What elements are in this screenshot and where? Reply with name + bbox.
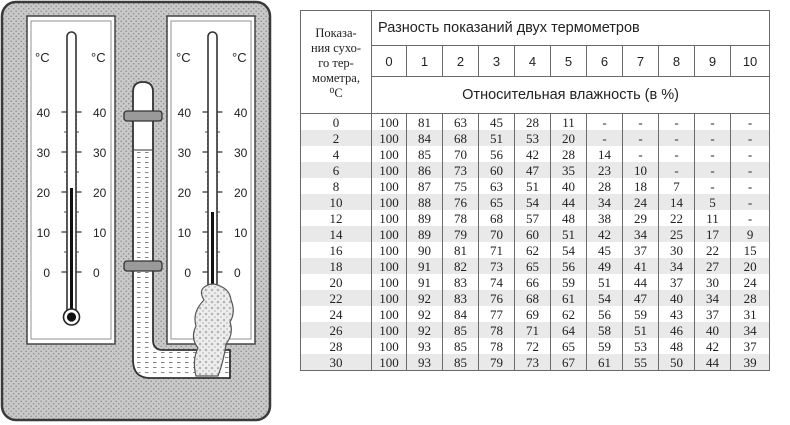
scale-label: 30 <box>93 146 107 160</box>
humidity-cell: 20 <box>551 130 587 146</box>
humidity-cell: - <box>731 210 770 226</box>
humidity-cell: 78 <box>443 210 479 226</box>
diff-header-cell: 10 <box>731 46 770 77</box>
humidity-cell: 81 <box>443 242 479 258</box>
humidity-subtitle: Относительная влажность (в %) <box>372 77 770 114</box>
humidity-table <box>300 10 770 371</box>
humidity-cell: 60 <box>479 162 515 178</box>
table-row <box>301 146 770 162</box>
humidity-cell: 53 <box>515 130 551 146</box>
humidity-cell: 10 <box>623 162 659 178</box>
humidity-cell: 34 <box>731 322 770 338</box>
humidity-cell: 71 <box>515 322 551 338</box>
humidity-cell: 39 <box>731 354 770 371</box>
table-row <box>301 178 770 194</box>
scale-label: 0 <box>184 266 191 280</box>
humidity-cell: 50 <box>659 354 695 371</box>
humidity-cell: 54 <box>551 242 587 258</box>
humidity-cell: 55 <box>623 354 659 371</box>
humidity-cell: - <box>659 114 695 131</box>
dry-temp-cell: 2 <box>301 130 372 146</box>
humidity-cell: 9 <box>731 226 770 242</box>
humidity-cell: 61 <box>587 354 623 371</box>
humidity-cell: 88 <box>407 194 443 210</box>
humidity-cell: 85 <box>443 322 479 338</box>
humidity-cell: 82 <box>443 258 479 274</box>
humidity-cell: 89 <box>407 210 443 226</box>
humidity-cell: 54 <box>515 194 551 210</box>
humidity-cell: 91 <box>407 258 443 274</box>
humidity-cell: 45 <box>479 114 515 131</box>
dry-temp-cell: 14 <box>301 226 372 242</box>
diff-header-cell: 1 <box>407 46 443 77</box>
humidity-cell: 37 <box>695 306 731 322</box>
humidity-cell: - <box>659 162 695 178</box>
humidity-cell: - <box>623 114 659 131</box>
diff-header-cell: 0 <box>372 46 407 77</box>
humidity-cell: 73 <box>479 258 515 274</box>
humidity-cell: 46 <box>659 322 695 338</box>
dry-temp-cell: 16 <box>301 242 372 258</box>
humidity-cell: - <box>695 146 731 162</box>
table-row <box>301 338 770 354</box>
humidity-cell: 100 <box>372 146 407 162</box>
humidity-cell: - <box>731 130 770 146</box>
humidity-cell: 100 <box>372 306 407 322</box>
humidity-cell: 51 <box>551 226 587 242</box>
dry-temp-cell: 26 <box>301 322 372 338</box>
humidity-cell: - <box>659 130 695 146</box>
humidity-cell: 48 <box>551 210 587 226</box>
humidity-cell: 34 <box>623 226 659 242</box>
humidity-cell: 31 <box>731 306 770 322</box>
humidity-cell: 7 <box>659 178 695 194</box>
humidity-cell: - <box>695 178 731 194</box>
humidity-cell: 71 <box>479 242 515 258</box>
scale-label: 0 <box>234 266 241 280</box>
dry-temp-cell: 10 <box>301 194 372 210</box>
humidity-cell: 30 <box>659 242 695 258</box>
humidity-cell: - <box>731 162 770 178</box>
humidity-cell: 61 <box>551 290 587 306</box>
humidity-cell: 73 <box>443 162 479 178</box>
humidity-cell: 93 <box>407 338 443 354</box>
humidity-cell: 44 <box>623 274 659 290</box>
humidity-cell: 56 <box>587 306 623 322</box>
humidity-cell: 63 <box>443 114 479 131</box>
humidity-cell: 34 <box>659 258 695 274</box>
table-row <box>301 306 770 322</box>
scale-label: 30 <box>36 146 50 160</box>
humidity-cell: - <box>731 114 770 131</box>
humidity-cell: 23 <box>587 162 623 178</box>
humidity-cell: 100 <box>372 242 407 258</box>
humidity-cell: 100 <box>372 322 407 338</box>
humidity-cell: 49 <box>587 258 623 274</box>
table-title: Разность показаний двух термометров <box>372 11 770 46</box>
humidity-cell: 28 <box>551 146 587 162</box>
humidity-cell: 67 <box>551 354 587 371</box>
humidity-cell: 53 <box>623 338 659 354</box>
humidity-cell: 35 <box>551 162 587 178</box>
humidity-cell: - <box>695 114 731 131</box>
humidity-cell: 65 <box>515 258 551 274</box>
humidity-cell: 40 <box>659 290 695 306</box>
humidity-cell: 100 <box>372 178 407 194</box>
scale-label: 40 <box>36 106 50 120</box>
table-row <box>301 274 770 290</box>
humidity-cell: 79 <box>479 354 515 371</box>
humidity-cell: 70 <box>479 226 515 242</box>
dry-thermometer <box>27 16 115 344</box>
humidity-cell: 47 <box>515 162 551 178</box>
scale-label: 10 <box>234 226 248 240</box>
humidity-cell: 100 <box>372 114 407 131</box>
humidity-cell: 37 <box>659 274 695 290</box>
humidity-cell: 76 <box>443 194 479 210</box>
humidity-cell: 51 <box>587 274 623 290</box>
humidity-cell: 65 <box>479 194 515 210</box>
humidity-cell: 28 <box>515 114 551 131</box>
humidity-cell: 100 <box>372 226 407 242</box>
humidity-cell: 11 <box>695 210 731 226</box>
humidity-cell: 78 <box>479 338 515 354</box>
humidity-cell: 89 <box>407 226 443 242</box>
humidity-cell: 29 <box>623 210 659 226</box>
humidity-cell: 27 <box>695 258 731 274</box>
humidity-cell: 40 <box>551 178 587 194</box>
diff-header-cell: 5 <box>551 46 587 77</box>
humidity-cell: 74 <box>479 274 515 290</box>
scale-label: 40 <box>93 106 107 120</box>
humidity-cell: 100 <box>372 162 407 178</box>
humidity-cell: 37 <box>731 338 770 354</box>
humidity-cell: 42 <box>695 338 731 354</box>
table-row <box>301 226 770 242</box>
humidity-cell: 75 <box>443 178 479 194</box>
humidity-cell: 100 <box>372 194 407 210</box>
humidity-cell: 44 <box>695 354 731 371</box>
humidity-cell: 77 <box>479 306 515 322</box>
humidity-cell: 43 <box>659 306 695 322</box>
humidity-cell: 93 <box>407 354 443 371</box>
humidity-cell: 73 <box>515 354 551 371</box>
humidity-cell: 84 <box>407 130 443 146</box>
scale-label: 0 <box>43 266 50 280</box>
wet-unit-right: °C <box>232 50 247 65</box>
humidity-cell: 47 <box>623 290 659 306</box>
scale-label: 10 <box>177 226 191 240</box>
scale-label: 20 <box>177 186 191 200</box>
dry-temp-header: Показа- ния сухо- го тер- мометра, ⁰С <box>301 11 372 114</box>
humidity-cell: 14 <box>659 194 695 210</box>
humidity-cell: 22 <box>695 242 731 258</box>
table-row <box>301 290 770 306</box>
diff-header-cell: 7 <box>623 46 659 77</box>
humidity-cell: 28 <box>587 178 623 194</box>
humidity-cell: 59 <box>587 338 623 354</box>
diff-header-cell: 8 <box>659 46 695 77</box>
table-row <box>301 210 770 226</box>
humidity-cell: 25 <box>659 226 695 242</box>
humidity-cell: 78 <box>479 322 515 338</box>
dry-temp-cell: 22 <box>301 290 372 306</box>
humidity-cell: 51 <box>479 130 515 146</box>
humidity-cell: 58 <box>587 322 623 338</box>
dry-temp-cell: 12 <box>301 210 372 226</box>
humidity-cell: 85 <box>443 338 479 354</box>
table-row <box>301 258 770 274</box>
humidity-cell: 30 <box>695 274 731 290</box>
table-row <box>301 162 770 178</box>
scale-label: 20 <box>234 186 248 200</box>
wet-unit-left: °C <box>176 50 191 65</box>
humidity-cell: 60 <box>515 226 551 242</box>
humidity-cell: 59 <box>623 306 659 322</box>
scale-label: 0 <box>93 266 100 280</box>
humidity-table-body <box>301 114 770 371</box>
humidity-cell: 83 <box>443 274 479 290</box>
humidity-cell: - <box>623 130 659 146</box>
humidity-cell: 68 <box>443 130 479 146</box>
scale-label: 20 <box>36 186 50 200</box>
humidity-cell: 37 <box>623 242 659 258</box>
humidity-cell: 68 <box>479 210 515 226</box>
humidity-cell: 92 <box>407 306 443 322</box>
humidity-cell: 83 <box>443 290 479 306</box>
dry-temp-cell: 20 <box>301 274 372 290</box>
table-row <box>301 322 770 338</box>
scale-label: 10 <box>93 226 107 240</box>
table-row <box>301 242 770 258</box>
humidity-cell: 91 <box>407 274 443 290</box>
humidity-cell: 17 <box>695 226 731 242</box>
humidity-cell: 64 <box>551 322 587 338</box>
humidity-cell: 41 <box>623 258 659 274</box>
humidity-cell: 11 <box>551 114 587 131</box>
humidity-cell: 24 <box>623 194 659 210</box>
reservoir-clamp-bottom <box>124 261 162 271</box>
humidity-cell: 87 <box>407 178 443 194</box>
humidity-cell: 69 <box>515 306 551 322</box>
humidity-cell: 34 <box>695 290 731 306</box>
humidity-table-container <box>300 10 769 419</box>
scale-label: 30 <box>234 146 248 160</box>
humidity-cell: 65 <box>551 338 587 354</box>
humidity-cell: 45 <box>587 242 623 258</box>
humidity-cell: - <box>695 162 731 178</box>
humidity-cell: 57 <box>515 210 551 226</box>
table-row <box>301 194 770 210</box>
difference-header-row <box>301 46 770 77</box>
humidity-cell: 81 <box>407 114 443 131</box>
diff-header-cell: 6 <box>587 46 623 77</box>
humidity-cell: - <box>587 114 623 131</box>
scale-label: 40 <box>177 106 191 120</box>
humidity-cell: 90 <box>407 242 443 258</box>
table-row <box>301 130 770 146</box>
scale-label: 20 <box>93 186 107 200</box>
humidity-cell: 28 <box>731 290 770 306</box>
humidity-cell: 38 <box>587 210 623 226</box>
humidity-cell: 20 <box>731 258 770 274</box>
dry-unit-right: °C <box>91 50 106 65</box>
psychrometer-illustration <box>0 0 275 425</box>
humidity-cell: 15 <box>731 242 770 258</box>
humidity-cell: 56 <box>479 146 515 162</box>
humidity-cell: 100 <box>372 290 407 306</box>
humidity-cell: 22 <box>659 210 695 226</box>
humidity-cell: 100 <box>372 274 407 290</box>
humidity-cell: 86 <box>407 162 443 178</box>
humidity-cell: 85 <box>443 354 479 371</box>
scale-label: 10 <box>36 226 50 240</box>
humidity-cell: 100 <box>372 130 407 146</box>
diff-header-cell: 9 <box>695 46 731 77</box>
humidity-cell: 48 <box>659 338 695 354</box>
humidity-cell: 68 <box>515 290 551 306</box>
dry-temp-cell: 30 <box>301 354 372 371</box>
humidity-cell: 42 <box>587 226 623 242</box>
diff-header-cell: 4 <box>515 46 551 77</box>
humidity-cell: - <box>731 146 770 162</box>
humidity-cell: 54 <box>587 290 623 306</box>
dry-temp-cell: 18 <box>301 258 372 274</box>
humidity-cell: - <box>659 146 695 162</box>
humidity-cell: 5 <box>695 194 731 210</box>
humidity-cell: 51 <box>623 322 659 338</box>
humidity-cell: - <box>731 178 770 194</box>
reservoir-clamp-top <box>124 111 162 121</box>
humidity-cell: 100 <box>372 258 407 274</box>
humidity-cell: 24 <box>731 274 770 290</box>
humidity-cell: 100 <box>372 338 407 354</box>
humidity-cell: 76 <box>479 290 515 306</box>
dry-temp-cell: 6 <box>301 162 372 178</box>
humidity-cell: - <box>695 130 731 146</box>
humidity-cell: 42 <box>515 146 551 162</box>
humidity-cell: 70 <box>443 146 479 162</box>
humidity-cell: 66 <box>515 274 551 290</box>
humidity-cell: 62 <box>515 242 551 258</box>
humidity-cell: 92 <box>407 290 443 306</box>
humidity-cell: 92 <box>407 322 443 338</box>
humidity-cell: - <box>623 146 659 162</box>
humidity-cell: 84 <box>443 306 479 322</box>
table-row <box>301 114 770 131</box>
humidity-cell: 34 <box>587 194 623 210</box>
dry-temp-cell: 0 <box>301 114 372 131</box>
dry-temp-cell: 24 <box>301 306 372 322</box>
humidity-cell: 56 <box>551 258 587 274</box>
dry-temp-cell: 4 <box>301 146 372 162</box>
humidity-cell: 63 <box>479 178 515 194</box>
dry-temp-cell: 8 <box>301 178 372 194</box>
humidity-cell: 100 <box>372 354 407 371</box>
humidity-cell: - <box>731 194 770 210</box>
humidity-cell: 51 <box>515 178 551 194</box>
diff-header-cell: 3 <box>479 46 515 77</box>
humidity-cell: 59 <box>551 274 587 290</box>
humidity-cell: 100 <box>372 210 407 226</box>
humidity-cell: 18 <box>623 178 659 194</box>
humidity-cell: 40 <box>695 322 731 338</box>
dry-temp-cell: 28 <box>301 338 372 354</box>
humidity-cell: 44 <box>551 194 587 210</box>
dry-mercury <box>70 188 73 316</box>
diff-header-cell: 2 <box>443 46 479 77</box>
humidity-cell: - <box>587 130 623 146</box>
humidity-cell: 62 <box>551 306 587 322</box>
scale-label: 30 <box>177 146 191 160</box>
dry-unit-left: °C <box>35 50 50 65</box>
humidity-cell: 85 <box>407 146 443 162</box>
humidity-cell: 79 <box>443 226 479 242</box>
humidity-cell: 72 <box>515 338 551 354</box>
scale-label: 40 <box>234 106 248 120</box>
humidity-cell: 14 <box>587 146 623 162</box>
table-row <box>301 354 770 371</box>
